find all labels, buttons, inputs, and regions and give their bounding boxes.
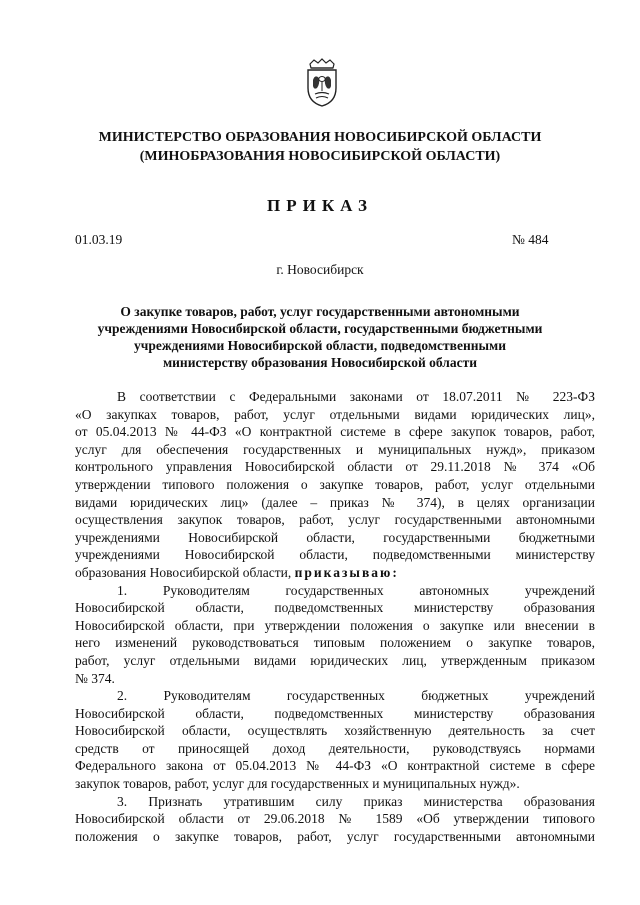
body-line: 2. Руководителям государственных бюджетных учреждений	[117, 688, 595, 704]
body-line: учреждениями Новосибирской области, подведомственными министерству	[75, 547, 595, 563]
body-line: Новосибирской области от 29.06.2018 № 1589 «Об утверждении типового	[75, 811, 595, 827]
order-city: г. Новосибирск	[276, 262, 364, 277]
body-line: «О закупках товаров, работ, услуг отдельными видами юридических лиц»,	[75, 406, 595, 422]
body-line: от 05.04.2013 № 44-ФЗ «О контрактной системе в сфере закупок товаров, работ,	[75, 424, 595, 440]
order-keyword: приказываю:	[294, 564, 399, 580]
ministry-name-line2: (МИНОБРАЗОВАНИЯ НОВОСИБИРСКОЙ ОБЛАСТИ)	[139, 149, 501, 164]
subject-line: учреждениями Новосибирской области, подведомственными	[133, 338, 507, 353]
body-line: закупок товаров, работ, услуг для государственных и муниципальных нужд».	[75, 776, 520, 792]
ministry-name-line1: МИНИСТЕРСТВО ОБРАЗОВАНИЯ НОВОСИБИРСКОЙ ОБЛАСТИ	[98, 130, 542, 145]
body-line: Новосибирской области, подведомственных министерству образования	[75, 705, 595, 721]
body-line: № 374.	[75, 670, 115, 686]
subject-line: учреждениями Новосибирской области, государственными бюджетными	[97, 321, 543, 336]
body-line: 3. Признать утратившим силу приказ министерства образования	[117, 793, 595, 809]
body-line: учреждениями Новосибирской области, государственными бюджетными	[75, 529, 595, 545]
order-subject	[80, 303, 560, 371]
coat-of-arms-icon	[302, 58, 342, 108]
order-body	[75, 388, 595, 845]
body-line: услуг для обеспечения государственных и муниципальных нужд», приказом	[75, 441, 595, 457]
body-line: контрольного управления Новосибирской области от 29.11.2018 № 374 «Об	[75, 459, 595, 475]
body-line: 1. Руководителям государственных автономных учреждений	[117, 582, 595, 598]
body-line: утверждении типового положения о закупке товаров, работ, услуг отдельными	[75, 476, 595, 492]
body-line: положения о закупке товаров, работ, услуг государственными автономными	[75, 828, 595, 844]
order-date: 01.03.19	[75, 232, 123, 247]
body-line: Новосибирской области, осуществлять хозяйственную деятельность за счет	[75, 723, 595, 739]
body-line: средств от приносящей доход деятельности, руководствуясь нормами	[75, 740, 595, 756]
body-line: Новосибирской области, подведомственных министерству образования	[75, 600, 595, 616]
ministry-name	[60, 128, 580, 166]
body-line: осуществления закупок товаров, работ, услуг государственными автономными	[75, 512, 595, 528]
body-line: работ, услуг отдельными видами юридических лиц, утвержденным приказом	[75, 652, 595, 668]
body-line: него изменений руководствоваться типовым положением о закупке товаров,	[75, 635, 595, 651]
body-line: видами юридических лиц» (далее – приказ № 374), в целях организации	[75, 494, 595, 510]
body-line: Федерального закона от 05.04.2013 № 44-ФЗ «О контрактной системе в сфере	[75, 758, 595, 774]
order-title: ПРИКАЗ	[267, 196, 373, 215]
body-line: Новосибирской области, при утверждении положения о закупке или внесении в	[75, 617, 595, 633]
body-line: В соответствии с Федеральными законами от 18.07.2011 № 223-ФЗ	[117, 389, 595, 404]
body-line	[75, 564, 595, 582]
subject-line: О закупке товаров, работ, услуг государственными автономными	[120, 304, 520, 319]
body-line-text: образования Новосибирской области,	[75, 564, 292, 580]
order-number: № 484	[512, 232, 549, 247]
subject-line: министерству образования Новосибирской области	[162, 355, 478, 370]
